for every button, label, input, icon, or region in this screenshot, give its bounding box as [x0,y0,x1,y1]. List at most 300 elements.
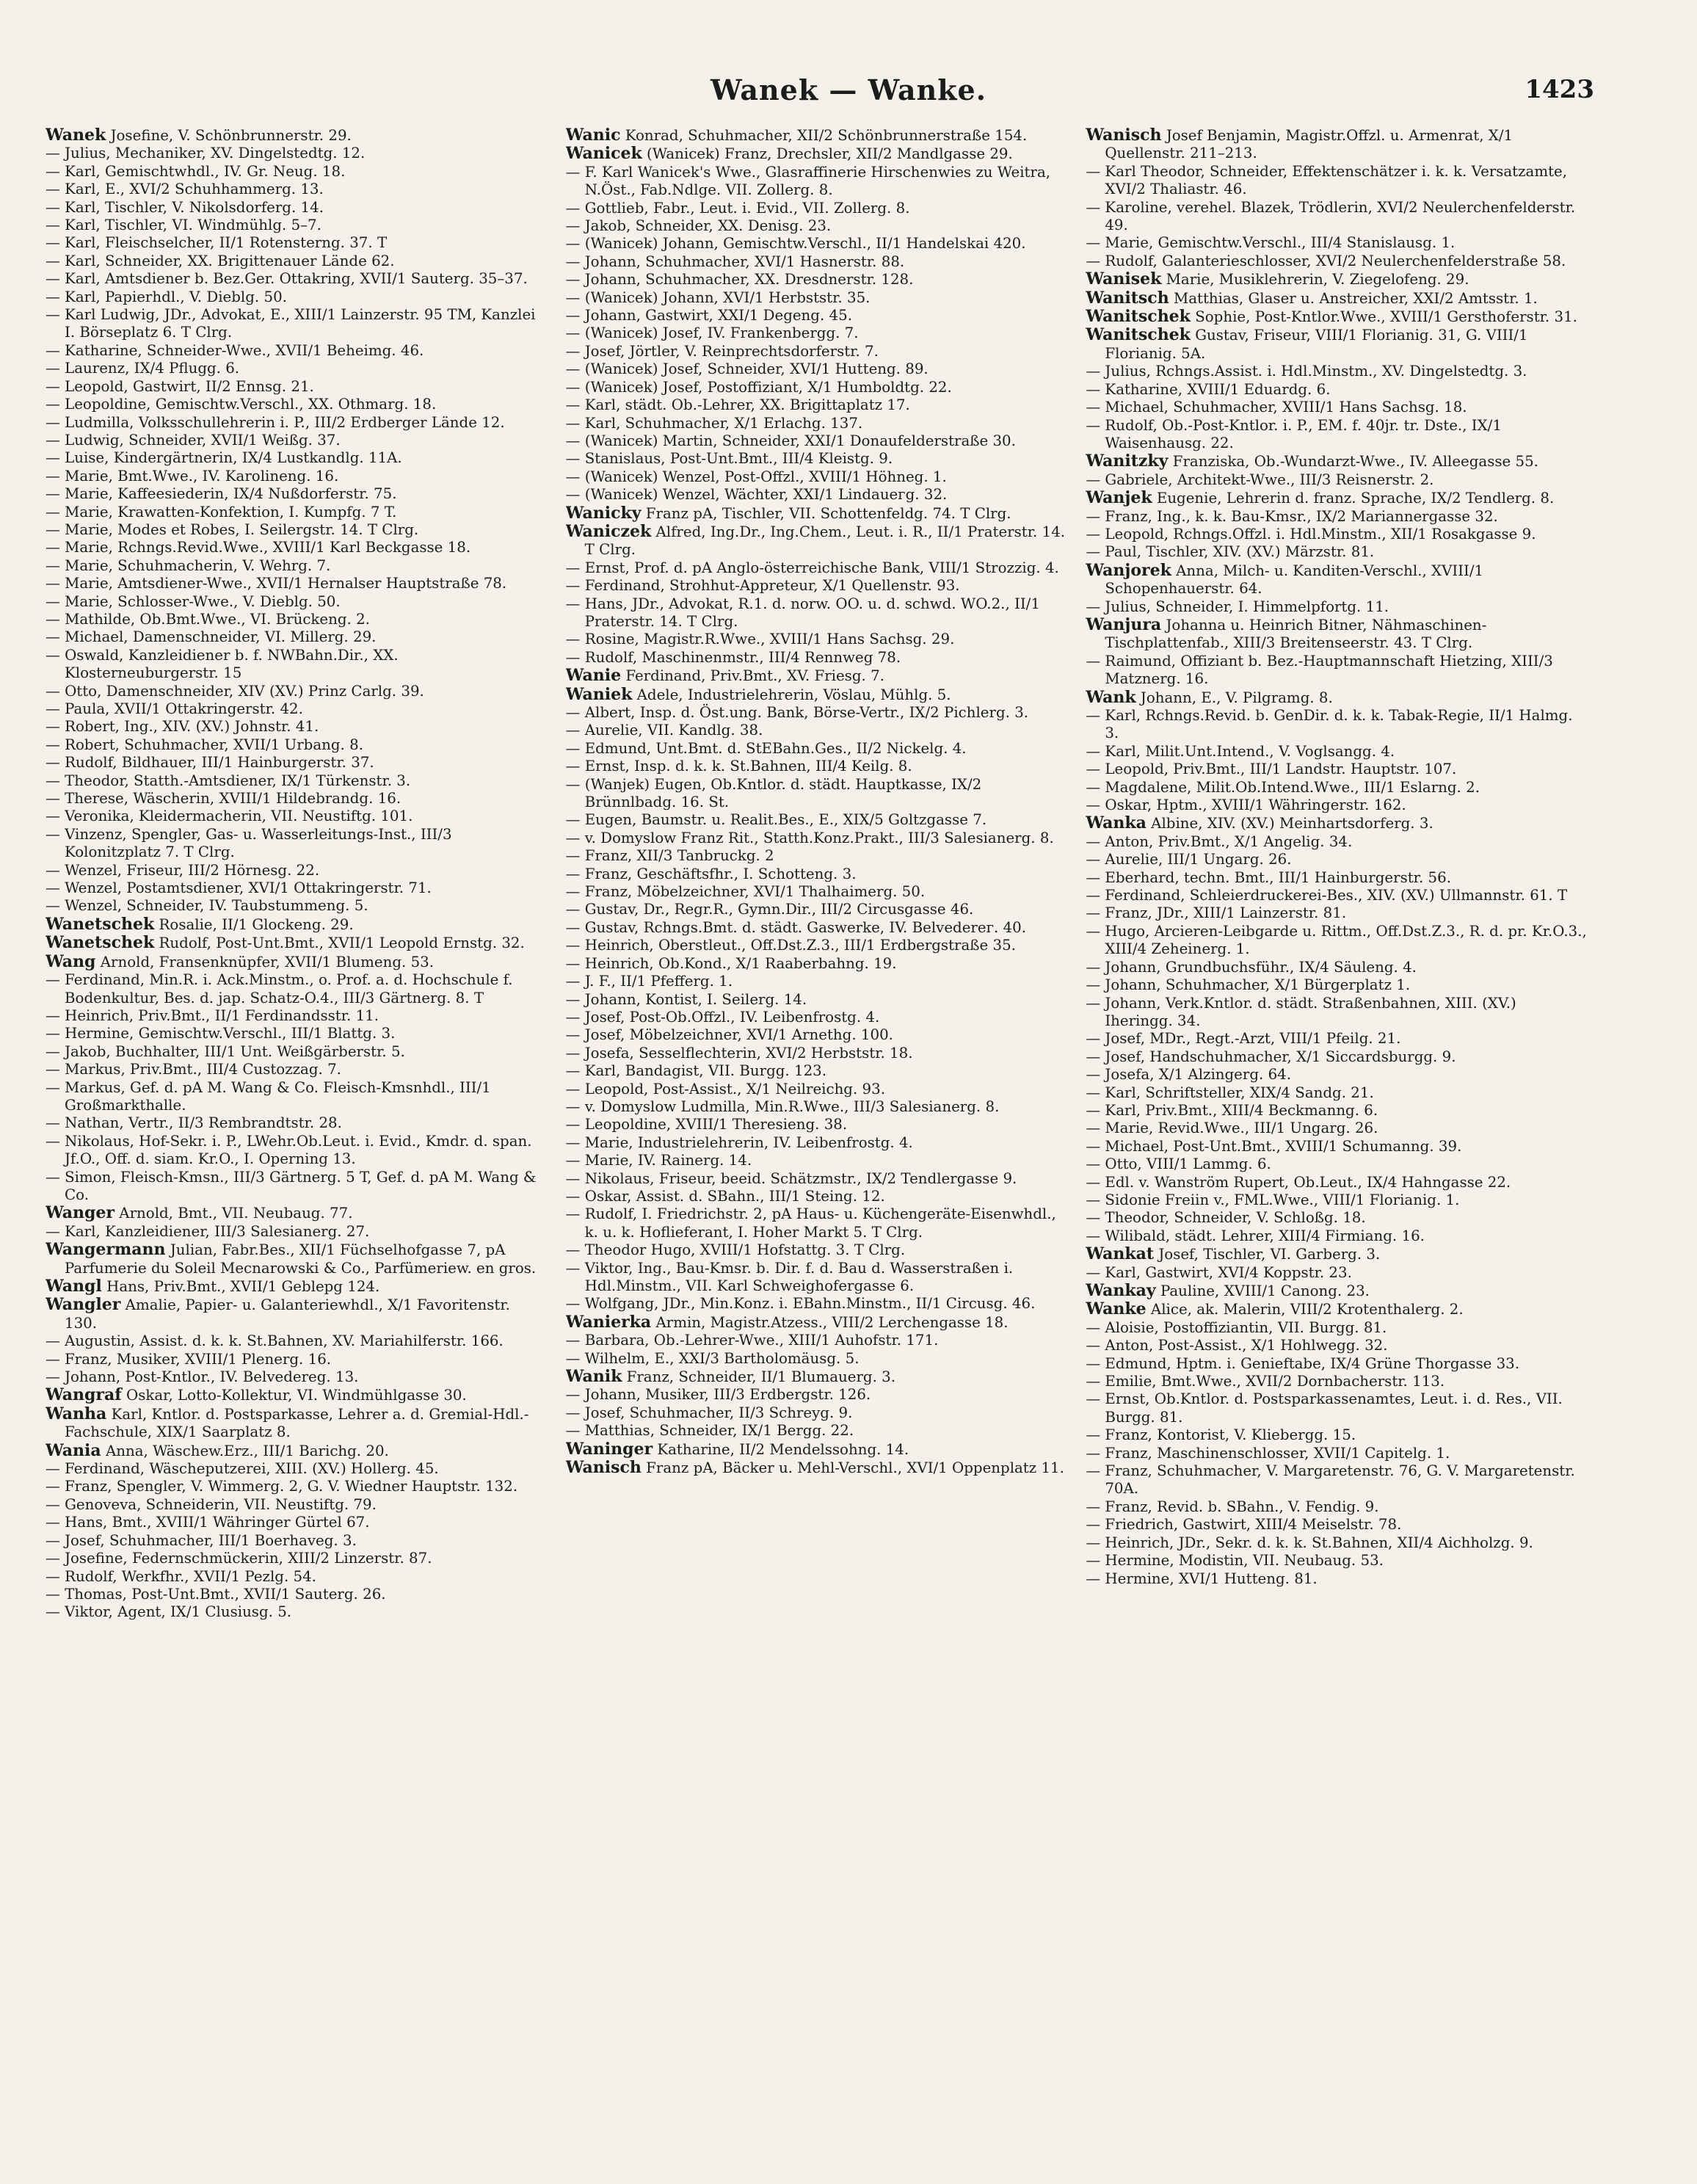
directory-entry [46,432,547,449]
directory-entry [46,879,547,897]
directory-entry [46,521,547,539]
entry-surname: Wanke [1086,1299,1147,1319]
page-number: 1423 [1525,75,1594,104]
entry-text: — Josef, Möbelzeichner, XVI/1 Arnethg. 100. [565,1026,893,1044]
entry-surname: Wanjek [1086,488,1152,508]
entry-text: — Rudolf, Bildhauer, III/1 Hainburgerstr. 37. [46,754,374,772]
entry-text: — Paul, Tischler, XIV. (XV.) Märzstr. 81. [1086,543,1375,561]
directory-entry [566,631,1067,648]
directory-entry [1086,1355,1587,1373]
directory-entry [1086,543,1587,561]
entry-text: — Luise, Kindergärtnerin, IX/4 Lustkandlg. 11A. [46,449,402,467]
directory-entry [1086,417,1587,453]
entry-text: — Viktor, Ing., Bau-Kmsr. b. Dir. f. d. Bau d. Wasserstraßen i. Hdl.Minstm., VII. Karl Schweighofergasse 6. [565,1259,1014,1294]
entry-text: — Marie, Rchngs.Revid.Wwe., XVIII/1 Karl Beckgasse 18. [46,539,471,556]
entry-text: — Josefa, Sesselflechterin, XVI/2 Herbststr. 18. [565,1044,913,1062]
entry-text: Josef, Tischler, VI. Garberg. 3. [1154,1246,1381,1263]
entry-text: — Oswald, Kanzleidiener b. f. NWBahn.Dir., XX. Klosterneuburgerstr. 15 [46,646,399,682]
entry-text: Gustav, Friseur, VIII/1 Florianig. 31, G. VIII/1 Florianig. 5A. [1105,327,1528,362]
entry-text: Eugenie, Lehrerin d. franz. Sprache, IX/2 Tendlerg. 8. [1152,490,1555,507]
entry-text: — Augustin, Assist. d. k. k. St.Bahnen, XV. Mariahilferstr. 166. [46,1332,504,1350]
entry-text: — Karl, Tischler, V. Nikolsdorferg. 14. [46,198,324,216]
entry-surname: Wanjura [1086,614,1162,634]
directory-entry [1086,1282,1587,1300]
directory-entry [1086,1174,1587,1191]
directory-entry [46,1114,547,1132]
directory-entry [1086,689,1587,707]
entry-text: — Johann, Schuhmacher, X/1 Bürgerplatz 1. [1086,976,1411,994]
directory-entry [1086,1498,1587,1516]
directory-entry [1086,562,1587,598]
directory-entry [46,1478,547,1495]
directory-entry [1086,598,1587,616]
entry-text: — Karl, Tischler, VI. Windmühlg. 5–7. [46,217,321,234]
entry-text: Sophie, Post-Kntlor.Wwe., XVIII/1 Gersthoferstr. 31. [1190,308,1577,326]
entry-text: Arnold, Bmt., VII. Neubaug. 77. [115,1205,353,1222]
entry-text: — Hermine, Modistin, VII. Neubaug. 53. [1086,1552,1384,1570]
entry-text: — Marie, Schlosser-Wwe., V. Dieblg. 50. [46,592,341,610]
directory-entry [566,145,1067,163]
directory-entry [1086,1048,1587,1066]
directory-entry [1086,1084,1587,1102]
entry-text: — Magdalene, Milit.Ob.Intend.Wwe., III/1 Eslarng. 2. [1086,778,1480,796]
directory-entry [46,1204,547,1222]
entry-text: — Wenzel, Postamtsdiener, XVI/1 Ottakringerstr. 71. [46,879,432,897]
entry-text: — Katharine, Schneider-Wwe., XVII/1 Beheimg. 46. [46,341,424,359]
directory-entry [46,1460,547,1478]
directory-entry [1086,1319,1587,1337]
entry-text: — Therese, Wäscherin, XVIII/1 Hildebrandg. 16. [46,790,401,808]
entry-text: — Franz, Möbelzeichner, XVI/1 Thalhaimerg. 50. [565,883,926,901]
directory-entry [46,1568,547,1586]
directory-entry [46,718,547,736]
directory-entry [46,1169,547,1205]
entry-text: — Edmund, Unt.Bmt. d. StEBahn.Ges., II/2 Nickelg. 4. [565,739,967,757]
directory-entry [46,862,547,879]
entry-text: Adele, Industrielehrerin, Vöslau, Mühlg. 5. [632,686,951,703]
directory-entry [566,415,1067,432]
directory-entry [46,934,547,952]
directory-entry [566,468,1067,486]
entry-text: — Thomas, Post-Unt.Bmt., XVII/1 Sauterg. 26. [46,1585,386,1603]
entry-text: — Stanislaus, Post-Unt.Bmt., III/4 Kleistg. 9. [565,450,893,468]
directory-entry [1086,1390,1587,1426]
entry-text: — Edmund, Hptm. i. Genieftabe, IX/4 Grüne Thorgasse 33. [1086,1354,1520,1372]
directory-entry [1086,779,1587,797]
directory-entry [566,1116,1067,1133]
directory-entry [1086,163,1587,199]
entry-text: Anna, Milch- u. Kanditen-Verschl., XVIII/1 Schopenhauerstr. 64. [1105,562,1484,598]
entry-text: — Karoline, verehel. Blazek, Trödlerin, XVI/2 Neulerchenfelderstr. 49. [1086,198,1576,234]
directory-entry [566,235,1067,253]
directory-entry [566,164,1067,200]
entry-text: — Marie, Industrielehrerin, IV. Leibenfrostg. 4. [565,1133,913,1151]
directory-entry [46,145,547,162]
directory-entry [46,1079,547,1115]
entry-text: — Johann, Schuhmacher, XVI/1 Hasnerstr. 88. [565,253,905,270]
directory-entry [566,379,1067,396]
column-right [1086,126,1587,2152]
directory-entry [1086,126,1587,163]
directory-entry [1086,797,1587,814]
directory-entry [46,396,547,413]
entry-text: Johann, E., V. Pilgramg. 8. [1135,689,1333,706]
entry-text: — Rudolf, Galanterieschlosser, XVI/2 Neulerchenfelderstraße 58. [1086,252,1566,269]
entry-text: — Marie, Revid.Wwe., III/1 Ungarg. 26. [1086,1120,1378,1137]
entry-text: — Leopold, Gastwirt, II/2 Ennsg. 21. [46,377,314,395]
directory-entry [1086,308,1587,326]
directory-entry [1086,814,1587,832]
page-header [0,68,1697,112]
entry-text: Karl, Kntlor. d. Postsparkasse, Lehrer a. d. Gremial-Hdl.-Fachschule, XIX/1 Saarplatz 8. [65,1405,529,1441]
directory-entry [46,593,547,611]
directory-entry [46,468,547,485]
entry-surname: Wanisek [1086,269,1162,289]
entry-text: — (Wanicek) Johann, Gemischtw.Verschl., II/1 Handelskai 420. [565,235,1026,253]
directory-entry [46,1332,547,1350]
entry-text: Alice, ak. Malerin, VIII/2 Krotenthalerg. 2. [1146,1301,1464,1318]
directory-entry [1086,869,1587,887]
entry-text: — Anton, Post-Assist., X/1 Hohlwegg. 32. [1086,1337,1388,1354]
directory-entry [566,1313,1067,1332]
directory-entry [566,1350,1067,1368]
directory-entry [566,1098,1067,1116]
entry-text: — Rudolf, I. Friedrichstr. 2, pA Haus- u. Küchengeräte-Eisenwhdl., k. u. k. Hoflieferant, I. Hoher Markt 5. T Clrg. [565,1205,1056,1241]
entry-text: — Josef, Schuhmacher, II/3 Schreyg. 9. [565,1404,853,1421]
directory-entry [566,1459,1067,1477]
directory-entry [566,740,1067,758]
directory-entry [566,271,1067,289]
directory-entry [46,790,547,808]
directory-entry [46,270,547,288]
directory-entry [46,163,547,181]
directory-entry [566,577,1067,595]
entry-surname: Wanjorek [1086,560,1171,580]
entry-text: — Karl, Amtsdiener b. Bez.Ger. Ottakring, XVII/1 Sauterg. 35–37. [46,270,528,288]
entry-text: — Theodor Hugo, XVIII/1 Hofstattg. 3. T Clrg. [565,1241,906,1259]
directory-entry [46,1368,547,1386]
entry-text: — Markus, Gef. d. pA M. Wang & Co. Fleisch-Kmsnhdl., III/1 Großmarkthalle. [46,1078,491,1114]
directory-entry [1086,959,1587,976]
entry-text: Franz, Schneider, II/1 Blumauerg. 3. [622,1368,896,1386]
entry-surname: Wanetschek [46,933,155,953]
directory-entry [1086,1030,1587,1048]
entry-text: — Aurelie, VII. Kandlg. 38. [565,722,763,739]
column-middle [566,126,1067,2152]
directory-entry [566,1134,1067,1152]
entry-text: — Oskar, Assist. d. SBahn., III/1 Steing. 12. [565,1187,885,1205]
directory-entry [566,1009,1067,1026]
entry-text: — Eugen, Baumstr. u. Realit.Bes., E., XIX/5 Goltzgasse 7. [565,811,987,829]
entry-text: — Gabriele, Architekt-Wwe., III/3 Reisnerstr. 2. [1086,471,1434,488]
entry-text: — Michael, Schuhmacher, XVIII/1 Hans Sachsg. 18. [1086,399,1467,416]
entry-surname: Wanitsch [1086,288,1169,308]
page-title: Wanek — Wanke. [711,73,986,106]
directory-entry [1086,399,1587,416]
entry-text: — Franz, Ing., k. k. Bau-Kmsr., IX/2 Mariannergasse 32. [1086,507,1498,525]
directory-entry [566,1062,1067,1080]
directory-entry [566,1170,1067,1188]
entry-text: — Michael, Post-Unt.Bmt., XVIII/1 Schumanng. 39. [1086,1137,1462,1155]
directory-entry [46,971,547,1007]
entry-text: — Franz, JDr., XIII/1 Lainzerstr. 81. [1086,904,1347,922]
directory-entry [46,736,547,754]
directory-entry [566,758,1067,775]
directory-entry [46,772,547,790]
directory-entry [46,1277,547,1296]
entry-text: Albine, XIV. (XV.) Meinhartsdorferg. 3. [1146,815,1433,832]
entry-surname: Wanisch [565,1458,642,1478]
entry-text: — Heinrich, JDr., Sekr. d. k. k. St.Bahnen, XII/4 Aichholzg. 9. [1086,1534,1533,1551]
directory-entry [1086,471,1587,489]
directory-entry [46,378,547,396]
directory-entry [1086,1066,1587,1084]
directory-entry [566,776,1067,812]
entry-text: Hans, Priv.Bmt., XVII/1 Gebleрg 124. [101,1278,380,1295]
entry-text: — Karl, Papierhdl., V. Dieblg. 50. [46,288,287,305]
entry-text: — Hermine, XVI/1 Hutteng. 81. [1086,1570,1318,1587]
directory-entry [566,973,1067,990]
directory-entry [566,937,1067,954]
entry-text: — Wilhelm, E., XXI/3 Bartholomäusg. 5. [565,1349,860,1367]
entry-surname: Waniczek [565,521,652,541]
directory-entry [566,450,1067,468]
entry-text: Julian, Fabr.Bes., XII/1 Füchselhofgasse 7, pA Parfumerie du Soleil Mecnarowski & Co., Parfümeriew. en gros. [65,1241,537,1277]
entry-surname: Wangraf [46,1385,122,1405]
entry-text: Katharine, II/2 Mendelssohng. 14. [653,1440,909,1458]
entry-text: — Josef, Jörtler, V. Reinprechtsdorferstr. 7. [565,342,879,360]
directory-entry [566,126,1067,145]
entry-text: — Ferdinand, Min.R. i. Ack.Minstm., o. Prof. a. d. Hochschule f. Bodenkultur, Bes. d. jap. Schatz-O.4., III/3 Gärtnerg. 8. T [46,971,513,1006]
entry-text: — Karl, Priv.Bmt., XIII/4 Beckmanng. 6. [1086,1101,1378,1119]
entry-text: — Aurelie, III/1 Ungarg. 26. [1086,851,1292,868]
directory-entry [46,647,547,683]
entry-text: — Karl, städt. Ob.-Lehrer, XX. Brigittaplatz 17. [565,396,910,414]
directory-entry [46,1442,547,1460]
directory-entry [1086,381,1587,399]
entry-surname: Wanka [1086,813,1147,833]
entry-surname: Wanger [46,1203,115,1223]
directory-entry [46,1586,547,1603]
entry-text: — Karl, Schneider, XX. Brigittenauer Lände 62. [46,252,395,269]
directory-entry [46,808,547,825]
directory-entry [566,919,1067,937]
entry-text: — Barbara, Ob.-Lehrer-Wwe., XIII/1 Auhofstr. 171. [565,1332,939,1349]
entry-surname: Wanitschek [1086,307,1191,327]
entry-surname: Wanitschek [1086,325,1191,345]
directory-entry [566,667,1067,685]
entry-text: — Johann, Musiker, III/3 Erdbergstr. 126. [565,1386,871,1404]
directory-entry [46,754,547,772]
entry-text: — Marie, Kaffeesiederin, IX/4 Nußdorferstr. 75. [46,485,397,503]
entry-text: — Wilibald, städt. Lehrer, XIII/4 Firmiang. 16. [1086,1227,1425,1244]
directory-entry [1086,1138,1587,1156]
entry-text: — Heinrich, Priv.Bmt., II/1 Ferdinandsstr. 11. [46,1006,379,1024]
directory-entry [46,449,547,467]
directory-entry [46,953,547,971]
entry-text: Arnold, Fransenknüpfer, XVII/1 Blumeng. 53. [95,953,435,971]
entry-text: — Karl, Rchngs.Revid. b. GenDir. d. k. k. Tabak-Regie, II/1 Halmg. 3. [1086,707,1573,742]
directory-entry [46,126,547,145]
directory-entry [46,1405,547,1442]
entry-text: — (Wanicek) Wenzel, Wächter, XXI/1 Lindaueгg. 32. [565,486,948,504]
directory-entry [46,575,547,592]
entry-text: — Heinrich, Oberstleut., Off.Dst.Z.3., III/1 Erdbergstraße 35. [565,937,1016,954]
directory-entry [1086,1337,1587,1354]
entry-surname: Wania [46,1440,101,1460]
entry-text: — Karl, Schuhmacher, X/1 Erlachg. 137. [565,414,863,432]
directory-entry [566,1260,1067,1296]
entry-text: — Karl Ludwig, JDr., Advokat, E., XIII/1 Lainzerstr. 95 TM, Kanzlei I. Börseplatz 6. T Clrg. [46,306,536,341]
entry-text: — Ferdinand, Strohhut-Appreteur, X/1 Quellenstr. 93. [565,577,960,595]
entry-text: — Josef, MDr., Regt.-Arzt, VIII/1 Pfeilg. 21. [1086,1030,1401,1048]
entry-text: — Julius, Schneider, I. Himmelpfortg. 11. [1086,598,1389,615]
directory-entry [566,1386,1067,1404]
directory-entry [566,595,1067,631]
entry-text: — Albert, Insp. d. Öst.ung. Bank, Börse-Vertr., IX/2 Pichlerg. 3. [565,704,1029,721]
entry-text: — Sidonie Freiin v., FML.Wwe., VIII/1 Florianig. 1. [1086,1191,1460,1208]
entry-text: — Leopold, Rchngs.Offzl. i. Hdl.Minstm., XII/1 Rosakgasse 9. [1086,525,1536,543]
entry-text: — Ernst, Prof. d. pA Anglo-österreichische Bank, VIII/1 Strozzig. 4. [565,559,1059,576]
entry-text: — Marie, Modes et Robes, I. Seilergstr. 14. T Clrg. [46,520,419,538]
directory-entry [46,1007,547,1025]
entry-text: — Gustav, Dr., Regr.R., Gymn.Dir., III/2 Circusgasse 46. [565,901,974,918]
entry-text: Armin, Magistr.Atzess., VIII/2 Lerchengasse 18. [651,1313,1009,1331]
directory-entry [46,915,547,934]
entry-surname: Wangler [46,1295,121,1315]
directory-entry [46,306,547,342]
directory-entry [566,1241,1067,1259]
entry-text: — Josefa, X/1 Alzingerg. 64. [1086,1066,1292,1084]
entry-text: (Wanicek) Franz, Drechsler, XII/2 Mandlgasse 29. [642,145,1013,163]
entry-text: — Karl, Kanzleidiener, III/3 Salesianerg. 27. [46,1222,370,1240]
directory-entry [566,830,1067,847]
entry-text: Amalie, Papier- u. Galanteriewhdl., X/1 Favoritenstr. 130. [65,1296,510,1332]
entry-text: — Rudolf, Maschinenmstr., III/4 Rennweg 78. [565,648,901,666]
entry-text: — Johann, Post-Kntlor., IV. Belvedereg. 13. [46,1368,359,1386]
entry-text: — Genoveva, Schneiderin, VII. Neustiftg. 79. [46,1495,377,1513]
entry-text: — Oskar, Hptm., XVIII/1 Währingerstr. 162. [1086,797,1406,814]
entry-text: — Josefine, Federnschmückerin, XIII/2 Linzerstr. 87. [46,1550,432,1567]
directory-entry [46,1496,547,1514]
directory-entry [1086,761,1587,778]
directory-entry [566,1404,1067,1422]
entry-text: — Karl, Gastwirt, XVI/4 Koppstr. 23. [1086,1263,1352,1281]
directory-entry [46,1603,547,1621]
entry-text: Rudolf, Post-Unt.Bmt., XVII/1 Leopold Ernstg. 32. [154,935,525,952]
directory-entry [566,1205,1067,1241]
entry-surname: Wangermann [46,1240,166,1260]
directory-entry [1086,653,1587,689]
directory-entry [46,1296,547,1332]
entry-surname: Waniek [565,684,633,704]
entry-text: — Aloisie, Postoffiziantin, VII. Burgg. 81. [1086,1318,1387,1336]
entry-text: — Ferdinand, Wäscheputzerei, XIII. (XV.) Hollerg. 45. [46,1460,439,1478]
directory-entry [1086,995,1587,1031]
entry-surname: Wanicek [565,144,642,164]
entry-text: Alfred, Ing.Dr., Ing.Chem., Leut. i. R., II/1 Praterstr. 14. T Clrg. [584,523,1066,559]
entry-text: — Markus, Priv.Bmt., III/4 Custozzag. 7. [46,1061,341,1078]
entry-text: — Emilie, Bmt.Wwe., XVII/2 Dornbacherstr. 113. [1086,1373,1445,1390]
entry-text: — Karl, Bandagist, VII. Burgg. 123. [565,1062,827,1080]
directory-entry [566,1081,1067,1098]
directory-entry [566,486,1067,504]
directory-entry [46,1351,547,1368]
directory-entry [1086,1102,1587,1120]
entry-text: — Marie, Schuhmacherin, V. Wehrg. 7. [46,556,331,574]
directory-entry [566,343,1067,360]
entry-text: — Marie, Bmt.Wwe., IV. Karolineng. 16. [46,467,339,485]
directory-entry [46,217,547,234]
directory-entry [46,199,547,217]
directory-entry [46,539,547,556]
entry-text: Josefine, V. Schönbrunnerstr. 29. [106,127,352,144]
directory-entry [1086,508,1587,526]
entry-text: — Raimund, Offiziant b. Bez.-Hauptmannschaft Hietzing, XIII/3 Matznerg. 16. [1086,652,1553,688]
directory-entry [1086,1462,1587,1498]
entry-text: — Leopoldine, Gemischtw.Verschl., XX. Othmarg. 18. [46,396,437,413]
directory-entry [566,847,1067,865]
entry-text: — Heinrich, Ob.Kond., X/1 Raaberbahng. 19. [565,954,897,972]
directory-entry [566,1188,1067,1205]
directory-entry [1086,452,1587,471]
directory-entry [1086,1156,1587,1173]
entry-text: Rosalie, II/1 Glockeng. 29. [154,915,354,933]
column-left [46,126,547,2152]
entry-surname: Wanitzky [1086,451,1169,471]
entry-text: — Johann, Grundbuchsführ., IX/4 Säuleng. 4. [1086,958,1417,976]
directory-entry [1086,851,1587,868]
directory-entry [1086,253,1587,270]
entry-surname: Wanek [46,126,106,145]
entry-text: — (Wanicek) Josef, Postoffiziant, X/1 Humboldtg. 22. [565,378,952,396]
directory-entry [46,1223,547,1241]
directory-entry [1086,1516,1587,1534]
entry-text: — Karl, Schriftsteller, XIX/4 Sandg. 21. [1086,1084,1374,1101]
entry-text: — Marie, IV. Rainerg. 14. [565,1152,752,1169]
entry-surname: Wanierka [565,1312,652,1332]
directory-entry [1086,270,1587,289]
entry-text: — Karl, Gemischtwhdl., IV. Gr. Neug. 18. [46,162,346,180]
directory-entry [1086,976,1587,994]
entry-text: — Rosine, Magistr.R.Wwe., XVIII/1 Hans Sachsg. 29. [565,631,955,648]
entry-text: — Jakob, Schneider, XX. Denisg. 23. [565,217,832,235]
entry-text: — Hugo, Arcieren-Leibgarde u. Rittm., Off.Dst.Z.3., R. d. pr. Kr.O.3., XIII/4 Zeheinerg. 1. [1086,922,1587,958]
directory-entry [566,200,1067,217]
entry-text: — Ernst, Ob.Kntlor. d. Postsparkassenamtes, Leut. i. d. Res., VII. Burgg. 81. [1086,1390,1563,1426]
entry-surname: Wangl [46,1277,102,1296]
directory-entry [46,1550,547,1567]
directory-entry [566,1368,1067,1386]
entry-text: — Franz, Revid. b. SBahn., V. Fendig. 9. [1086,1498,1379,1515]
directory-entry [566,883,1067,901]
entry-text: — F. Karl Wanicek's Wwe., Glasraffinerie Hirschenwies zu Weitra, N.Öst., Fab.Ndlge. VII. Zollerg. 8. [565,163,1051,199]
entry-surname: Wanha [46,1404,107,1423]
directory-entry [46,414,547,432]
entry-text: — v. Domyslow Ludmilla, Min.R.Wwe., III/3 Salesianerg. 8. [565,1098,1000,1115]
entry-text: Josef Benjamin, Magistr.Offzl. u. Armenrat, X/1 Quellenstr. 211–213. [1105,127,1514,162]
entry-text: — Robert, Ing., XIV. (XV.) Johnstr. 41. [46,718,319,736]
directory-entry [566,704,1067,722]
directory-entry [1086,1227,1587,1245]
directory-entry [46,683,547,700]
entry-text: — Anton, Priv.Bmt., X/1 Angelig. 34. [1086,832,1353,850]
entry-text: — Wenzel, Friseur, III/2 Hörnesg. 22. [46,861,320,879]
directory-entry [46,485,547,503]
entry-text: — Viktor, Agent, IX/1 Clusiusg. 5. [46,1603,292,1621]
entry-surname: Wanetschek [46,914,155,934]
directory-entry [566,360,1067,378]
